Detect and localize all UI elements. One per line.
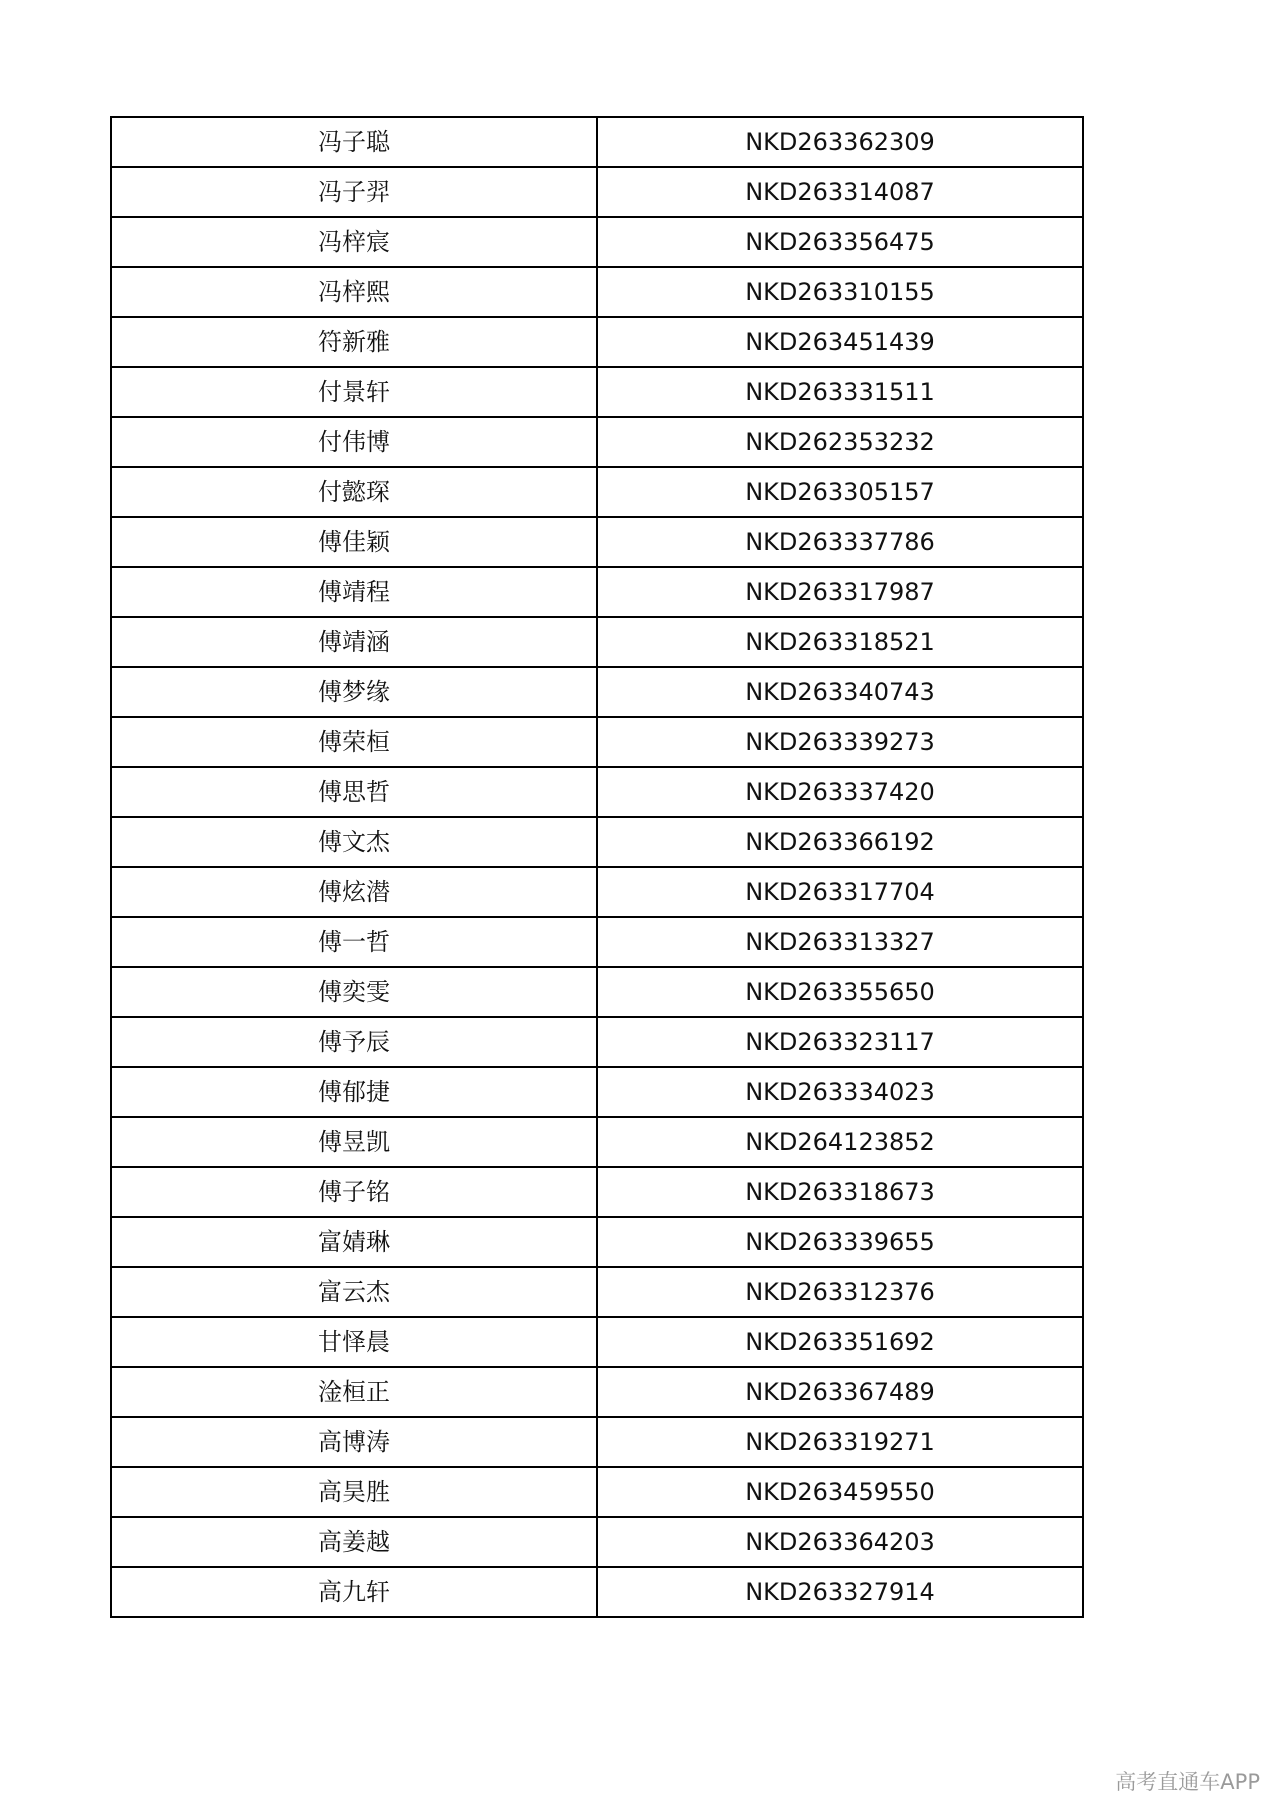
student-id-cell: NKD263318521: [597, 617, 1083, 667]
table-row: [111, 1567, 1083, 1617]
student-id-cell: NKD263366192: [597, 817, 1083, 867]
table-row: [111, 1217, 1083, 1267]
student-id-cell: NKD263355650: [597, 967, 1083, 1017]
table-row: [111, 1317, 1083, 1367]
student-name-cell: 冯梓熙: [111, 267, 597, 317]
roster-table: [110, 116, 1084, 1618]
table-row: [111, 367, 1083, 417]
table-row: [111, 517, 1083, 567]
student-name-cell: 傅子铭: [111, 1167, 597, 1217]
student-name-cell: 傅梦缘: [111, 667, 597, 717]
student-id-cell: NKD263331511: [597, 367, 1083, 417]
student-name-cell: 傅靖涵: [111, 617, 597, 667]
student-id-cell: NKD263351692: [597, 1317, 1083, 1367]
table-row: [111, 1417, 1083, 1467]
student-id-cell: NKD263339273: [597, 717, 1083, 767]
student-name-cell: 傅文杰: [111, 817, 597, 867]
student-name-cell: 高姜越: [111, 1517, 597, 1567]
table-row: [111, 667, 1083, 717]
student-id-cell: NKD264123852: [597, 1117, 1083, 1167]
student-name-cell: 傅荣桓: [111, 717, 597, 767]
table-row: [111, 1517, 1083, 1567]
student-id-cell: NKD263323117: [597, 1017, 1083, 1067]
student-name-cell: 付伟博: [111, 417, 597, 467]
table-row: [111, 717, 1083, 767]
student-id-cell: NKD263313327: [597, 917, 1083, 967]
roster-body: [111, 117, 1083, 1617]
table-row: [111, 1367, 1083, 1417]
student-id-cell: NKD263356475: [597, 217, 1083, 267]
table-row: [111, 167, 1083, 217]
table-row: [111, 967, 1083, 1017]
table-row: [111, 1467, 1083, 1517]
student-name-cell: 甘怿晨: [111, 1317, 597, 1367]
table-row: [111, 1117, 1083, 1167]
table-row: [111, 567, 1083, 617]
table-row: [111, 867, 1083, 917]
student-id-cell: NKD263459550: [597, 1467, 1083, 1517]
student-name-cell: 傅佳颖: [111, 517, 597, 567]
student-id-cell: NKD263340743: [597, 667, 1083, 717]
student-id-cell: NKD263317704: [597, 867, 1083, 917]
student-name-cell: 傅靖程: [111, 567, 597, 617]
student-id-cell: NKD263367489: [597, 1367, 1083, 1417]
student-name-cell: 傅奕雯: [111, 967, 597, 1017]
student-name-cell: 傅思哲: [111, 767, 597, 817]
student-name-cell: 付景轩: [111, 367, 597, 417]
student-name-cell: 高九轩: [111, 1567, 597, 1617]
table-row: [111, 317, 1083, 367]
student-name-cell: 冯子羿: [111, 167, 597, 217]
student-id-cell: NKD263364203: [597, 1517, 1083, 1567]
student-name-cell: 傅予辰: [111, 1017, 597, 1067]
student-id-cell: NKD263337420: [597, 767, 1083, 817]
table-row: [111, 217, 1083, 267]
student-name-cell: 傅昱凯: [111, 1117, 597, 1167]
student-name-cell: 高昊胜: [111, 1467, 597, 1517]
student-id-cell: NKD263305157: [597, 467, 1083, 517]
student-name-cell: 付懿琛: [111, 467, 597, 517]
table-row: [111, 617, 1083, 667]
student-id-cell: NKD263318673: [597, 1167, 1083, 1217]
student-id-cell: NKD263310155: [597, 267, 1083, 317]
table-row: [111, 767, 1083, 817]
student-name-cell: 冯子聪: [111, 117, 597, 167]
table-row: [111, 1167, 1083, 1217]
watermark-text: 高考直通车APP: [1115, 1770, 1260, 1794]
student-id-cell: NKD263334023: [597, 1067, 1083, 1117]
student-id-cell: NKD263312376: [597, 1267, 1083, 1317]
student-id-cell: NKD263337786: [597, 517, 1083, 567]
table-row: [111, 1267, 1083, 1317]
student-id-cell: NKD263339655: [597, 1217, 1083, 1267]
student-name-cell: 高博涛: [111, 1417, 597, 1467]
student-name-cell: 富云杰: [111, 1267, 597, 1317]
student-name-cell: 符新雅: [111, 317, 597, 367]
student-name-cell: 傅一哲: [111, 917, 597, 967]
student-name-cell: 富婧琳: [111, 1217, 597, 1267]
student-name-cell: 傅郁捷: [111, 1067, 597, 1117]
table-row: [111, 1017, 1083, 1067]
student-id-cell: NKD262353232: [597, 417, 1083, 467]
table-row: [111, 267, 1083, 317]
table-row: [111, 1067, 1083, 1117]
table-row: [111, 117, 1083, 167]
student-id-cell: NKD263317987: [597, 567, 1083, 617]
student-name-cell: 淦桓正: [111, 1367, 597, 1417]
student-name-cell: 冯梓宸: [111, 217, 597, 267]
student-id-cell: NKD263327914: [597, 1567, 1083, 1617]
student-id-cell: NKD263314087: [597, 167, 1083, 217]
table-row: [111, 817, 1083, 867]
table-row: [111, 917, 1083, 967]
table-row: [111, 467, 1083, 517]
table-row: [111, 417, 1083, 467]
student-id-cell: NKD263319271: [597, 1417, 1083, 1467]
student-name-cell: 傅炫潜: [111, 867, 597, 917]
student-id-cell: NKD263451439: [597, 317, 1083, 367]
student-id-cell: NKD263362309: [597, 117, 1083, 167]
